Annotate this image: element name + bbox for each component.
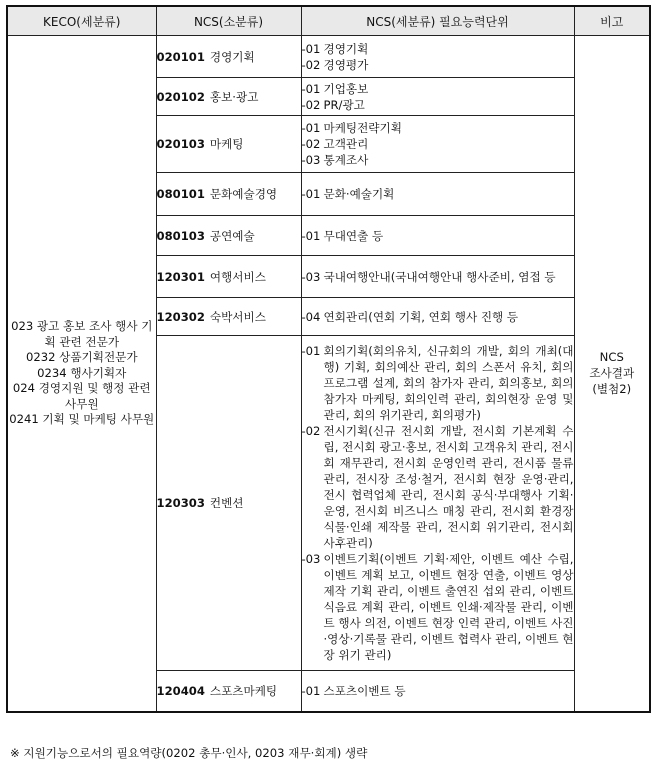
unit-number: -01 [301, 344, 321, 358]
ncs-code: 120303 [156, 496, 205, 510]
unit-text: 이벤트기획(이벤트 기획·제안, 이벤트 예산 수립, 이벤트 계획 보고, 이벤트 현장 연출, 이벤트 영상 제작 기획 관리, 이벤트 출연진 섭외 관리, 이벤트 식음료 계획 관리, 이벤트 인쇄·제작물 관리, 이벤트 행사 의전, 이벤트 현장 인력 관리, 이벤트 사진·영상·기록물 관리, 이벤트 협력사 관리, 이벤트 현장 위기 관리) [323, 552, 574, 662]
unit-number: -01 [301, 81, 321, 96]
ncs-name: 여행서비스 [209, 269, 266, 284]
unit-text: 스포츠이벤트 등 [323, 683, 406, 698]
competency-table [6, 5, 651, 713]
unit-text: 연회관리(연회 기획, 연회 행사 진행 등 [323, 309, 519, 324]
remarks-line: 조사결과 [589, 366, 635, 381]
ncs-units-cell [301, 173, 574, 216]
ncs-name: 문화예술경영 [209, 187, 278, 201]
ncs-name: 공연예술 [209, 228, 255, 243]
unit-text: 경영기획 [323, 41, 369, 56]
unit-item [302, 120, 574, 136]
unit-text: 경영평가 [323, 57, 369, 72]
ncs-minor-cell [156, 671, 301, 712]
keco-line: 0234 행사기획자 [37, 365, 127, 380]
unit-number: -01 [301, 187, 321, 201]
header-keco: KECO(세분류) [7, 6, 156, 36]
unit-item [302, 683, 574, 699]
ncs-code: 020103 [156, 137, 205, 151]
ncs-code: 080101 [156, 187, 205, 201]
unit-number: -02 [301, 57, 321, 72]
unit-item [302, 41, 574, 57]
footnote: ※ 지원기능으로서의 필요역량(0202 총무·인사, 0203 재무·회계) 생략 [10, 746, 368, 760]
unit-number: -02 [301, 424, 321, 438]
unit-text: 기업홍보 [323, 81, 369, 96]
table-body [7, 36, 650, 712]
ncs-units-cell [301, 216, 574, 256]
header-remarks: 비고 [574, 6, 650, 36]
unit-number: -03 [301, 153, 321, 167]
ncs-minor-cell [156, 256, 301, 298]
unit-item [302, 57, 574, 73]
unit-item [302, 309, 574, 325]
ncs-name: 마케팅 [209, 137, 244, 151]
ncs-minor-cell [156, 116, 301, 173]
remarks-cell [574, 36, 650, 712]
header-ncs-units: NCS(세분류) 필요능력단위 [301, 6, 574, 36]
unit-item [302, 97, 574, 113]
ncs-minor-cell [156, 298, 301, 336]
unit-item [302, 186, 574, 202]
unit-item [302, 343, 574, 423]
keco-cell [7, 36, 156, 712]
unit-number: -02 [301, 97, 321, 112]
unit-item [302, 423, 574, 551]
header-ncs-minor: NCS(소분류) [156, 6, 301, 36]
ncs-units-cell [301, 336, 574, 671]
ncs-code: 020101 [156, 49, 205, 64]
unit-number: -01 [301, 41, 321, 56]
unit-item [302, 269, 574, 285]
ncs-minor-cell [156, 216, 301, 256]
unit-text: 국내여행안내(국내여행안내 행사준비, 염접 등 [323, 269, 556, 284]
header-row [7, 6, 650, 36]
unit-item [302, 228, 574, 244]
ncs-code: 120302 [156, 309, 205, 324]
unit-number: -03 [301, 552, 321, 566]
keco-line: 0241 기획 및 마케팅 사무원 [9, 412, 155, 426]
unit-item [302, 136, 574, 152]
ncs-minor-cell [156, 78, 301, 116]
ncs-units-cell [301, 671, 574, 712]
ncs-units-cell [301, 256, 574, 298]
unit-number: -01 [301, 683, 321, 698]
unit-item [302, 551, 574, 663]
ncs-name: 홍보·광고 [209, 89, 259, 104]
unit-text: 회의기획(회의유치, 신규회의 개발, 회의 개최(대행) 기획, 회의예산 관리, 회의 스폰서 유치, 회의프로그램 설계, 회의 참가자 관리, 회의홍보, 회의참가자 마케팅, 회의인력 관리, 회의현장 운영 및 관리, 회의 위기관리, 회의평가) [323, 344, 574, 422]
ncs-units-cell [301, 36, 574, 78]
unit-number: -01 [301, 228, 321, 243]
unit-text: 고객관리 [323, 137, 369, 151]
ncs-code: 020102 [156, 89, 205, 104]
keco-line: 0232 상품기획전문가 [25, 350, 138, 364]
ncs-name: 숙박서비스 [209, 309, 266, 324]
unit-text: 통계조사 [323, 153, 369, 167]
table-row [7, 36, 650, 78]
ncs-name: 컨벤션 [209, 496, 244, 510]
ncs-minor-cell [156, 173, 301, 216]
ncs-name: 경영기획 [209, 49, 255, 64]
ncs-minor-cell [156, 36, 301, 78]
unit-text: 무대연출 등 [323, 228, 384, 243]
keco-line: 024 경영지원 및 행정 관련 사무원 [12, 381, 151, 411]
unit-number: -01 [301, 121, 321, 135]
ncs-code: 120301 [156, 269, 205, 284]
unit-text: 문화·예술기획 [323, 187, 395, 201]
unit-text: PR/광고 [323, 97, 365, 112]
unit-number: -03 [301, 269, 321, 284]
ncs-minor-cell [156, 336, 301, 671]
ncs-units-cell [301, 78, 574, 116]
unit-text: 마케팅전략기획 [323, 121, 402, 135]
ncs-code: 080103 [156, 228, 205, 243]
unit-text: 전시기획(신규 전시회 개발, 전시회 기본계획 수립, 전시회 광고·홍보, 전시회 고객유치 관리, 전시회 재무관리, 전시회 운영인력 관리, 전시품 물류 관리, 전시장 조성·철거, 전시회 현장 운영·관리, 전시 협력업체 관리, 전시회 공식·부대행사 기획·운영, 전시회 비즈니스 매칭 관리, 전시회 환경장식물·인쇄 제작물 관리, 전시회 위기관리, 전시회 사후관리) [323, 424, 574, 550]
ncs-units-cell [301, 116, 574, 173]
unit-item [302, 81, 574, 97]
ncs-code: 120404 [156, 683, 205, 698]
unit-item [302, 152, 574, 168]
unit-number: -02 [301, 137, 321, 151]
remarks-line: NCS [599, 350, 624, 365]
ncs-name: 스포츠마케팅 [209, 683, 278, 698]
unit-number: -04 [301, 309, 321, 324]
keco-line: 023 광고 홍보 조사 행사 기획 관련 전문가 [11, 319, 153, 349]
remarks-line: (별첨2) [592, 382, 632, 397]
ncs-units-cell [301, 298, 574, 336]
